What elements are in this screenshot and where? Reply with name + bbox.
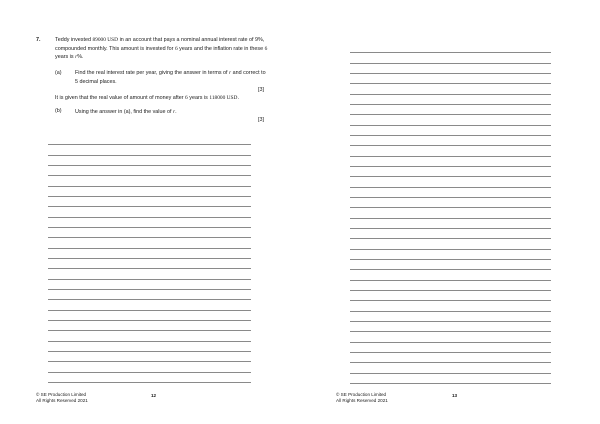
part-a-marks: [3]	[258, 87, 264, 93]
answer-line	[350, 301, 551, 311]
answer-line	[350, 74, 551, 84]
answer-line	[48, 259, 251, 269]
part-a-label: (a)	[55, 70, 62, 76]
answer-line	[350, 363, 551, 373]
answer-line	[48, 156, 251, 166]
question-text: Teddy invested 89000 USD in an account that pays a nominal annual interest rate of 9%, compounded monthly. This amount is invested for 6 years and the inflation rate in these 6 years is r%.	[55, 37, 268, 60]
amount-value: 89000 USD	[92, 37, 119, 43]
answer-line	[350, 198, 551, 208]
answer-line	[48, 249, 251, 259]
given-statement: It is given that the real value of amount of money after 6 years is 118000 USD.	[55, 95, 239, 101]
answer-line	[350, 146, 551, 156]
answer-line	[48, 342, 251, 352]
part-b-label: (b)	[55, 108, 62, 114]
answer-line	[48, 300, 251, 310]
answer-line	[48, 176, 251, 186]
answer-line	[48, 187, 251, 197]
answer-line	[350, 126, 551, 136]
answer-line	[350, 312, 551, 322]
answer-line	[48, 166, 251, 176]
answer-line	[48, 207, 251, 217]
answer-line	[350, 157, 551, 167]
answer-line	[48, 218, 251, 228]
answer-line	[350, 281, 551, 291]
part-a-text: Find the real interest rate per year, giving the answer in terms of r and correct to 5 decimal places.	[75, 70, 266, 85]
answer-line	[350, 105, 551, 115]
answer-line	[350, 53, 551, 63]
answer-line	[350, 136, 551, 146]
answer-line	[48, 228, 251, 238]
exam-page-right	[300, 0, 600, 424]
footer-rights: All Rights Reserved 2021	[336, 398, 388, 403]
answer-line	[350, 322, 551, 332]
answer-line	[350, 239, 551, 249]
answer-line	[48, 321, 251, 331]
answer-line	[350, 250, 551, 260]
answer-line	[350, 260, 551, 270]
answer-line	[48, 269, 251, 279]
page-number: 13	[452, 393, 458, 398]
answer-line	[48, 331, 251, 341]
part-b-text: Using the answer in (a), find the value of r.	[75, 109, 177, 115]
answer-line	[48, 145, 251, 155]
answer-line	[350, 95, 551, 105]
answer-line	[350, 64, 551, 74]
answer-line	[350, 208, 551, 218]
answer-line	[350, 353, 551, 363]
answer-line	[350, 177, 551, 187]
answer-line	[48, 238, 251, 248]
answer-line	[350, 374, 551, 384]
footer-copyright: © SE Production Limited	[36, 392, 87, 397]
answer-line	[350, 167, 551, 177]
answer-line	[48, 373, 251, 383]
answer-line	[350, 229, 551, 239]
page-number: 12	[151, 393, 157, 398]
answer-line	[350, 188, 551, 198]
answer-lines-right	[350, 43, 551, 384]
answer-line	[350, 115, 551, 125]
footer-rights: All Rights Reserved 2021	[36, 398, 88, 403]
answer-line	[350, 291, 551, 301]
answer-line	[48, 197, 251, 207]
answer-line	[48, 352, 251, 362]
answer-line	[350, 84, 551, 94]
footer-copyright: © SE Production Limited	[336, 392, 387, 397]
answer-line	[48, 280, 251, 290]
answer-line	[350, 270, 551, 280]
answer-line	[48, 311, 251, 321]
answer-line	[48, 135, 251, 145]
answer-line	[350, 219, 551, 229]
answer-line	[350, 43, 551, 53]
answer-lines-left	[48, 135, 251, 383]
answer-line	[350, 343, 551, 353]
part-b-marks: [3]	[258, 117, 264, 123]
question-number: 7.	[36, 37, 41, 43]
answer-line	[48, 362, 251, 372]
answer-line	[48, 290, 251, 300]
answer-line	[350, 332, 551, 342]
